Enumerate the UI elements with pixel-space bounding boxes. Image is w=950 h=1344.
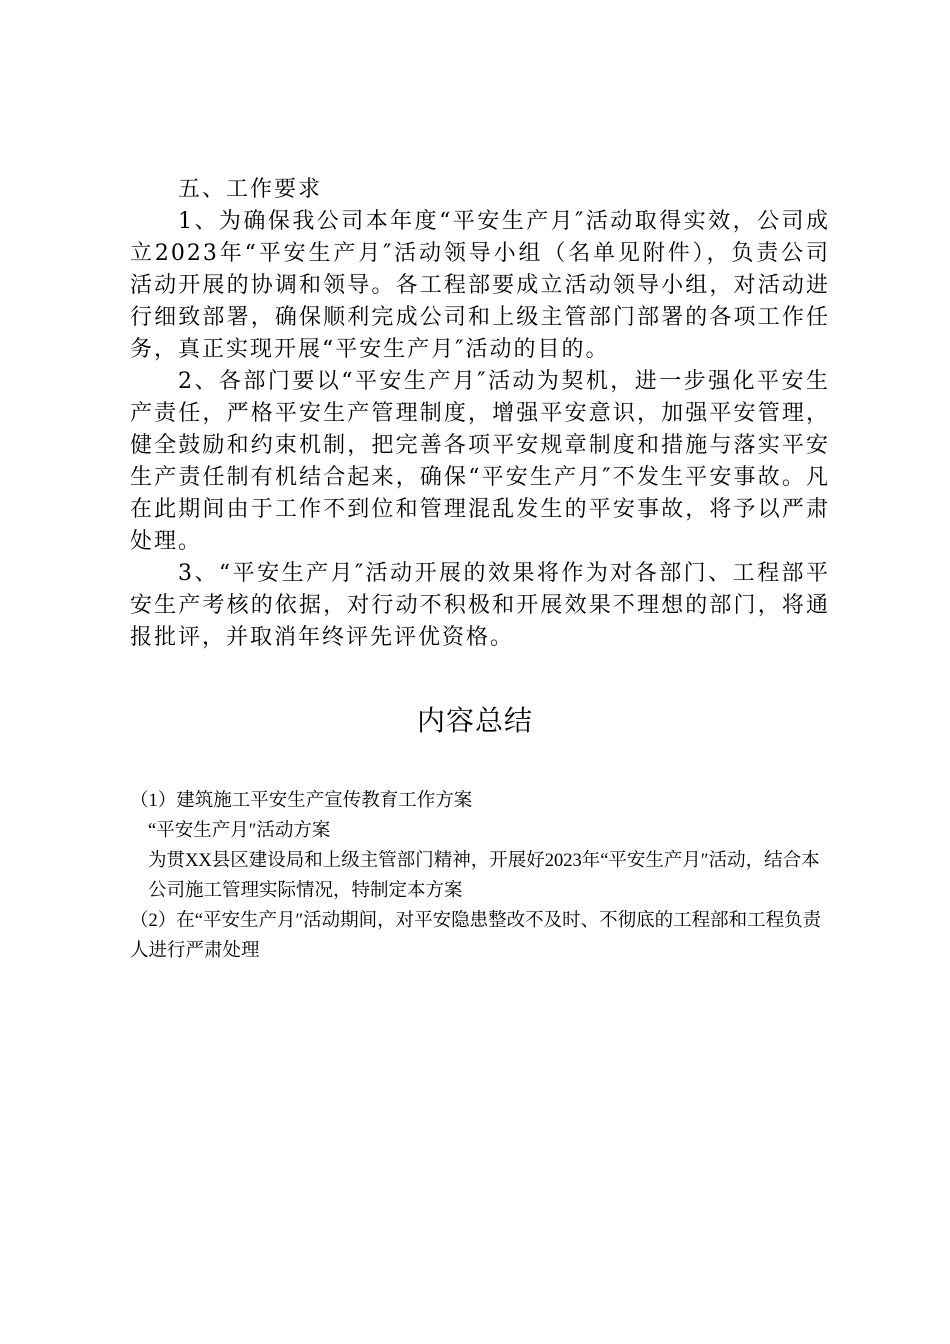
summary-section (130, 786, 830, 966)
summary-line-3: 为贯XX县区建设局和上级主管部门精神，开展好2023年“平安生产月″活动，结合本公司施工管理实际情况，特制定本方案 (148, 851, 820, 901)
work-requirements-section (130, 174, 830, 654)
summary-line-1: （1）建筑施工平安生产宣传教育工作方案 (130, 791, 473, 811)
summary-line-4: （2）在“平安生产月″活动期间，对平安隐患整改不及时、不彻底的工程部和工程负责人进行严肃处理 (130, 911, 822, 961)
summary-title: 内容总结 (416, 706, 533, 737)
section-heading: 五、工作要求 (178, 177, 323, 202)
summary-line-2: “平安生产月″活动方案 (148, 821, 331, 841)
requirement-item-2: 2、各部门要以“平安生产月″活动为契机，进一步强化平安生产责任，严格平安生产管理制度，增强平安意识，加强平安管理，健全鼓励和约束机制，把完善各项平安规章制度和措施与落实平安生产责任制有机结合起来，确保“平安生产月″不发生平安事故。凡在此期间由于工作不到位和管理混乱发生的平安事故，将予以严肃处理。 (130, 369, 830, 554)
requirement-item-3: 3、“平安生产月″活动开展的效果将作为对各部门、工程部平安生产考核的依据，对行动不积极和开展效果不理想的部门，将通报批评，并取消年终评先评优资格。 (130, 561, 830, 650)
requirement-item-1: 1、为确保我公司本年度“平安生产月″活动取得实效，公司成立2023年“平安生产月″活动领导小组（名单见附件），负责公司活动开展的协调和领导。各工程部要成立活动领导小组，对活动进行细致部署，确保顺利完成公司和上级主管部门部署的各项工作任务，真正实现开展“平安生产月″活动的目的。 (130, 209, 830, 362)
